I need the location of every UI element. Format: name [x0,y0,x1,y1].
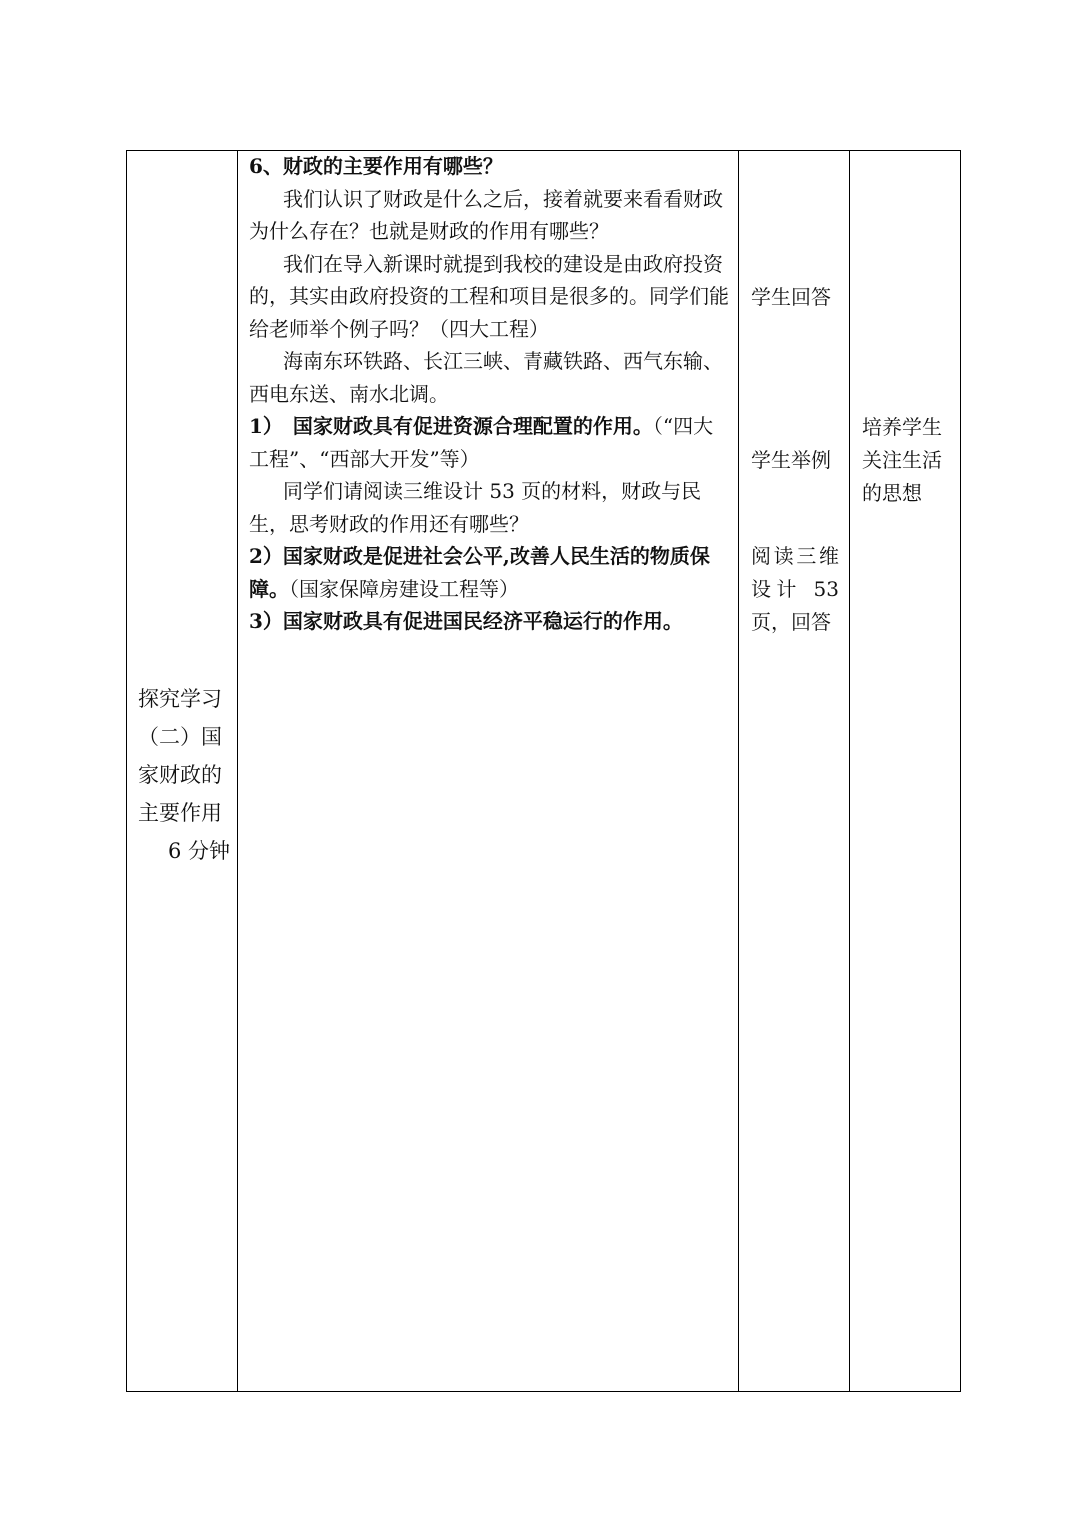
paragraph: 海南东环铁路、长江三峡、青藏铁路、西气东输、西电东送、南水北调。 [249,349,723,406]
paragraph: 我们在导入新课时就提到我校的建设是由政府投资的，其实由政府投资的工程和项目是很多的。同学们能给老师举个例子吗？（四大工程） [249,251,729,341]
student-activity-cell [739,151,850,1392]
question-heading: 6、财政的主要作用有哪些？ [249,154,503,178]
stage-line: 主要作用 [138,801,222,825]
stage-time: 6 分钟 [167,839,230,863]
key-point-1: 1） 国家财政具有促进资源合理配置的作用。（“四大工程”、“西部大开发”等） [249,414,714,471]
paragraph: 我们认识了财政是什么之后，接着就要来看看财政为什么存在？也就是财政的作用有哪些？ [249,186,723,243]
stage-line: （二）国 [138,725,222,749]
design-intent-text: 培养学生关注生活的思想 [862,415,942,505]
stage-label [138,680,230,870]
key-point-2: 2）国家财政是促进社会公平,改善人民生活的物质保障。（国家保障房建设工程等） [249,544,710,601]
stage-line: 探究学习 [138,687,222,711]
student-activity-answer: 学生回答 [751,285,831,309]
student-activity-reading: 阅读三维设计 53 页，回答 [751,544,839,634]
paragraph: 同学们请阅读三维设计 53 页的材料，财政与民生，思考财政的作用还有哪些？ [249,479,702,536]
design-intent-cell [850,151,961,1392]
teaching-content [249,150,731,638]
key-point-3: 3）国家财政具有促进国民经济平稳运行的作用。 [249,609,683,633]
stage-line: 家财政的 [138,763,222,787]
student-activity-example: 学生举例 [751,448,831,472]
